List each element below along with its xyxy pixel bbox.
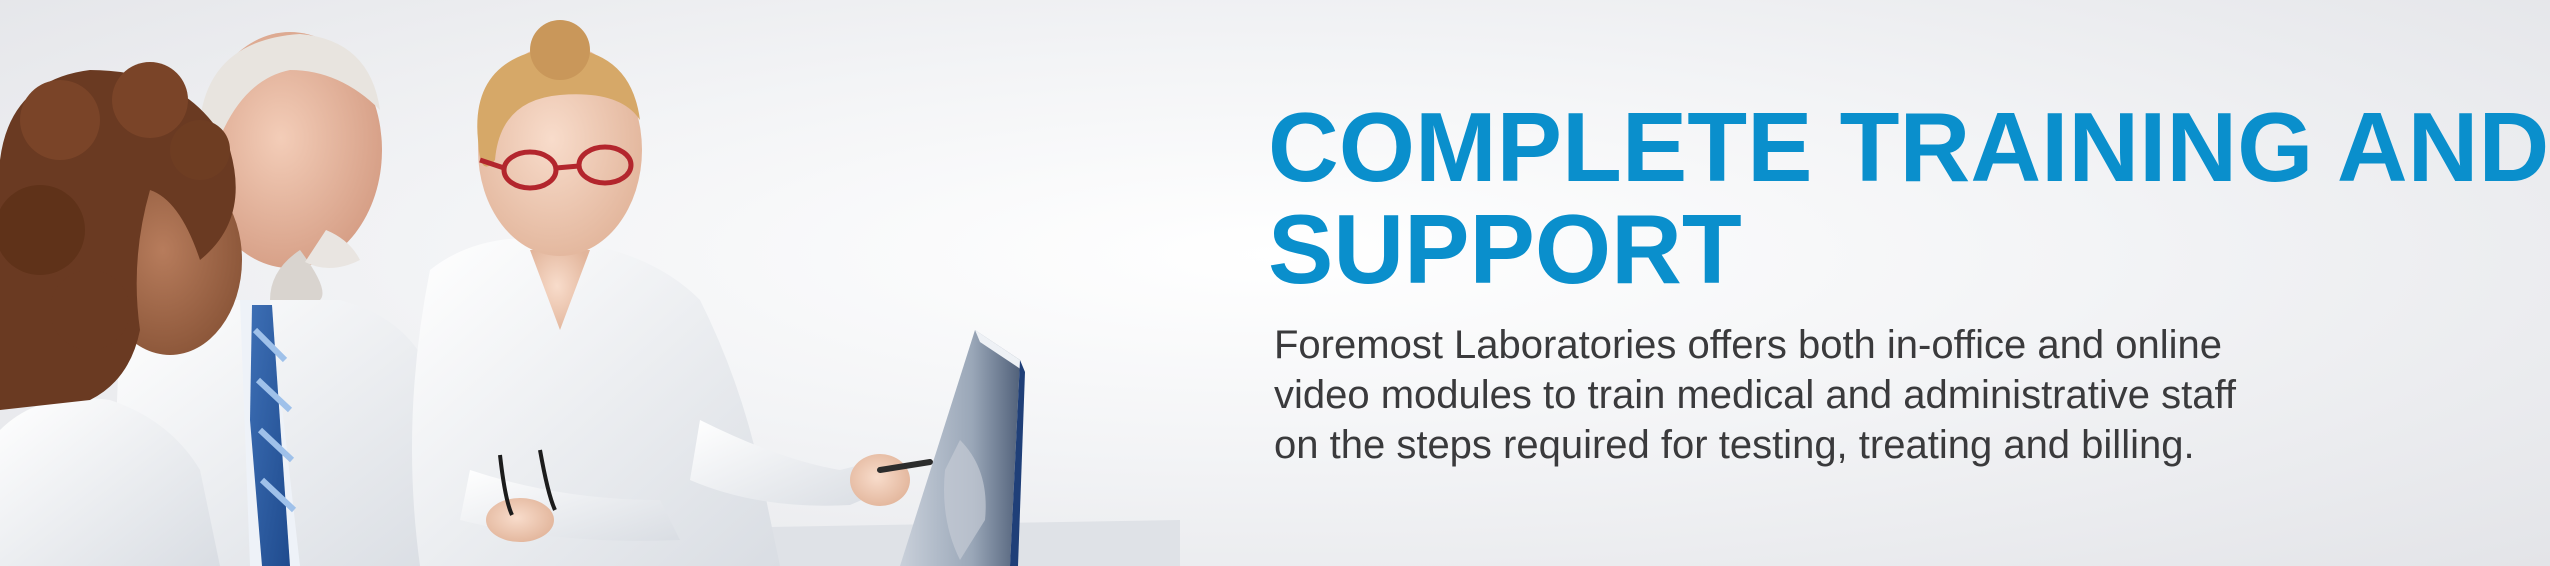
headline-line-2: SUPPORT [1268,194,1742,304]
description-line-1: Foremost Laboratories offers both in-office and online [1274,323,2222,367]
medical-staff-photo [0,0,1180,566]
laptop-icon [900,330,1025,566]
blonde-doctor-figure [412,20,930,566]
headline-line-1: COMPLETE TRAINING AND [1268,92,2550,202]
description-line-3: on the steps required for testing, treating and billing. [1274,423,2195,467]
description-text [1274,320,2374,470]
description-line-2: video modules to train medical and administrative staff [1274,373,2236,417]
headline [1268,92,2550,304]
